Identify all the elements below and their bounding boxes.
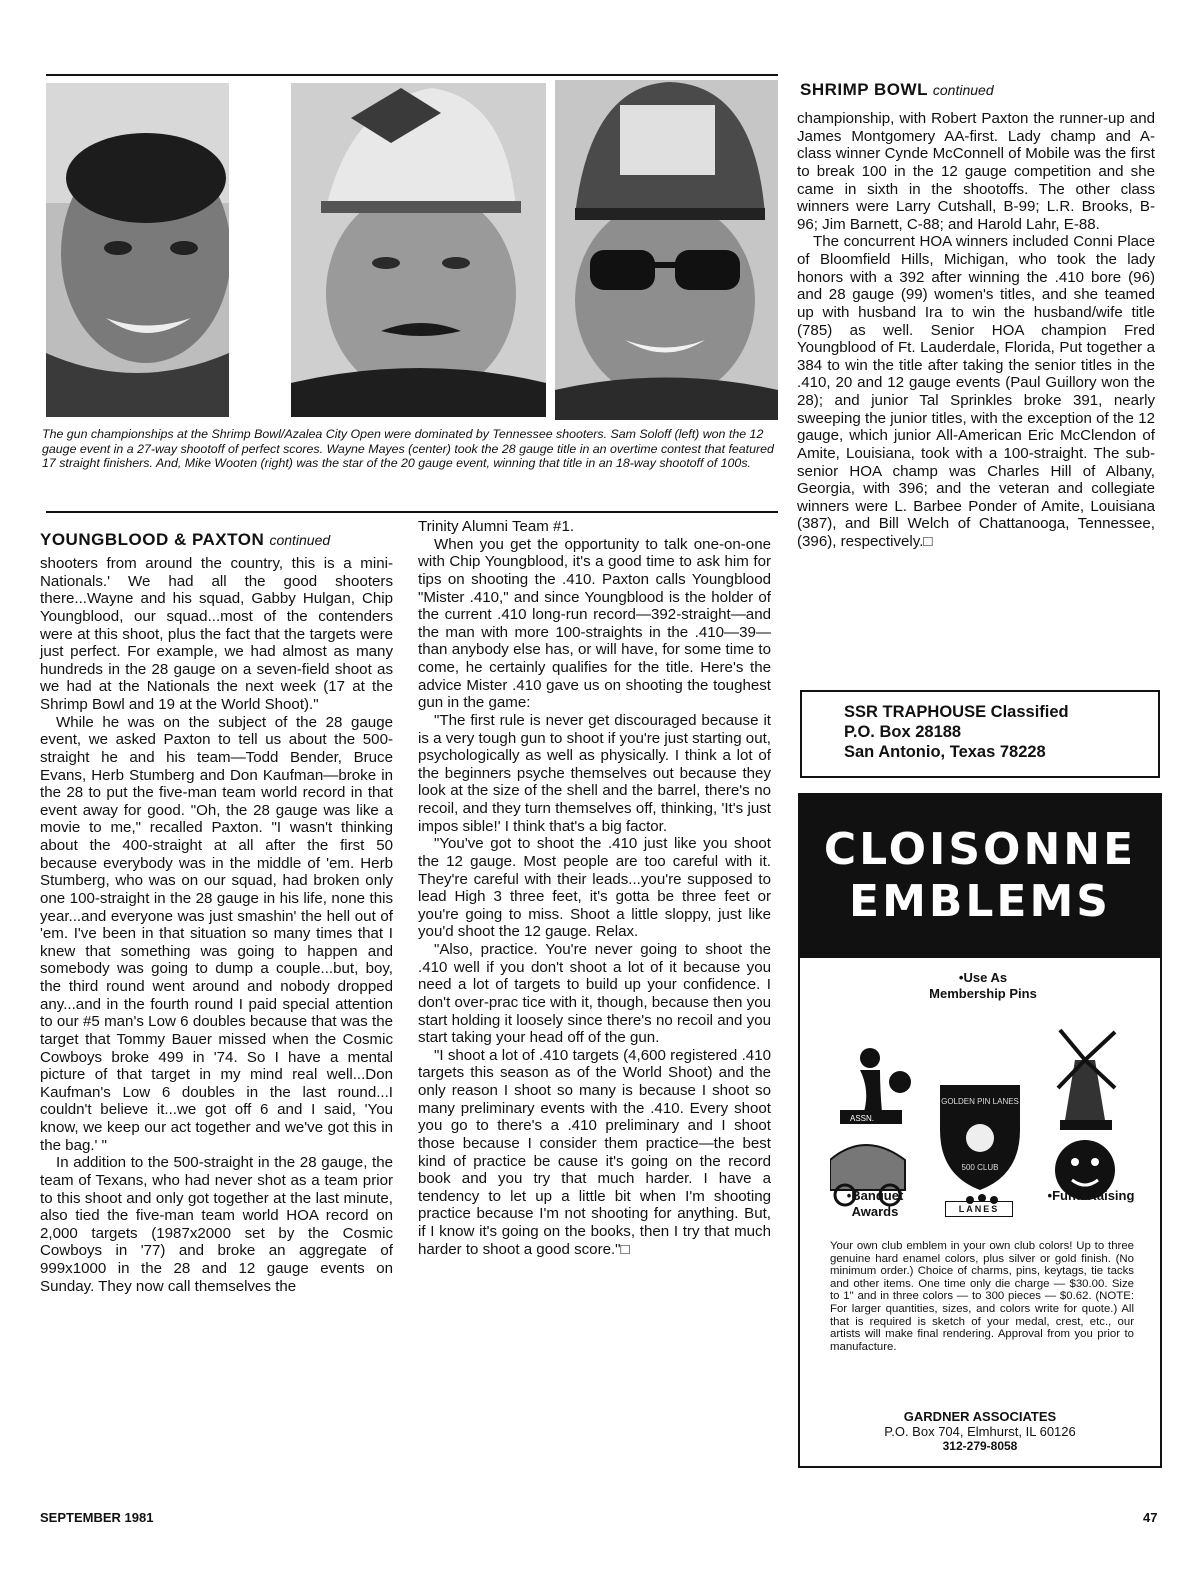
paragraph: "You've got to shoot the .410 just like you shoot the 12 gauge. Most people are too careful with it. They're careful with their leads...you're supposed to lead High 3 three feet, it's gotta be three feet or you're going to miss. Shoot a little sloppy, just like you'd shoot the 12 gauge. Relax. xyxy=(418,835,771,941)
article1-column2 xyxy=(418,518,771,1258)
article1-continued: continued xyxy=(269,532,331,548)
paragraph: "Also, practice. You're never going to shoot the .410 well if you don't shoot a lot of it because you need a lot of targets to build up your confidence. I don't over-prac tice with it, though, because then you start holding it loosely since there's no recoil and you start taking your head off of the gun. xyxy=(418,941,771,1047)
footer-date: SEPTEMBER 1981 xyxy=(40,1510,154,1525)
paragraph: championship, with Robert Paxton the runner-up and James Montgomery AA-first. Lady champ and A-class winner Cynde McConnell of Mobile was the first to break 100 in the 12 gauge competition and she came in sixth in the shootoffs. The other class winners were Larry Cutshall, B-99; L.R. Brooks, B-96; Jim Barnett, C-88; and Harold Lahr, E-88. xyxy=(797,110,1155,233)
bullet-membership: •Use As Membership Pins xyxy=(929,970,1037,1001)
classified-box xyxy=(800,690,1160,778)
classified-line1: SSR TRAPHOUSE Classified xyxy=(844,703,1069,721)
emblem-golden-label: GOLDEN PIN LANES xyxy=(941,1097,1019,1106)
article1-heading xyxy=(40,530,330,550)
photo-left xyxy=(46,83,229,417)
emblem-club-label: 500 CLUB xyxy=(961,1163,999,1172)
paragraph: In addition to the 500-straight in the 28 gauge, the team of Texans, who had never shot as a team prior to this shoot and only got together at the last minute, also tied the five-man team world HOA record on 2,000 targets (1987x2000 set by the Cosmic Cowboys in '77) and broke an aggregate of 999x1000 in the 28 and 12 gauge events on Sunday. They now call themselves the xyxy=(40,1154,393,1295)
article1-column1 xyxy=(40,555,393,1295)
ad-company: GARDNER ASSOCIATES xyxy=(903,1409,1057,1424)
paragraph: "I shoot a lot of .410 targets (4,600 registered .410 targets this season as of the World Shoot) and the only reason I shoot so many is because I shoot so many preliminary events with the .410. Every shoot you go to there's a .410 preliminary and I shoot those because I consider them practice—the best kind of practice be cause it's going on the record book and you try that much harder. I have a tendency to let up a little bit when I'm shooting practice because I'm not shooting for anything. But, if I know it's going on the books, then I try that much harder to shoot a good score."□ xyxy=(418,1046,771,1258)
article2-continued: continued xyxy=(932,82,994,98)
ad-phone: 312-279-8058 xyxy=(942,1439,1018,1453)
photo-right xyxy=(555,80,778,420)
paragraph: The concurrent HOA winners included Conni Place of Bloomfield Hills, Michigan, who took the lady honors with a 392 after winning the .410 bore (96) and 28 gauge (99) women's titles, and she teamed up with husband Ira to win the husband/wife title (785) as well. Senior HOA champion Fred Youngblood of Ft. Lauderdale, Florida, Put together a 384 to win the title after taking the senior titles in the .410, 20 and 12 gauge events (Paul Guillory won the 28); and junior Tal Sprinkles broke 391, nearly sweeping the junior titles, with the exception of the 12 gauge, which junior All-American Eric McClendon of Amite, Louisiana, took with a 100-straight. The sub-senior HOA champ was Charles Hill of Albany, Georgia, with 396; and the veteran and collegiate winners were L. Barbee Ponder of Amite, Louisiana (387), and Bill Welch of Chattanooga, Tennessee, (396), respectively.□ xyxy=(797,233,1155,550)
paragraph: shooters from around the country, this is a mini-Nationals.' We had all the good shooters there...Wayne and his squad, Gabby Hulgan, Chip Youngblood, our squad...most of the contenders were at this shoot, plus the fact that the targets were just perfect. For example, we had almost as many hundreds in the 28 gauge on a seven-field shoot as we had at the Nationals the next week (17 at the Shrimp Bowl and 19 at the World Shoot)." xyxy=(40,555,393,713)
classified-line3: San Antonio, Texas 78228 xyxy=(844,743,1046,761)
article1-title: YOUNGBLOOD & PAXTON xyxy=(40,530,265,549)
cloisonne-ad xyxy=(798,793,1162,1468)
emblems-illustration xyxy=(830,1020,1130,1210)
photo-caption: The gun championships at the Shrimp Bowl/Azalea City Open were dominated by Tennessee shooters. Sam Soloff (left) won the 12 gauge event in a 27-way shootoff of perfect scores. Wayne Mayes (center) took the 28 gauge title in an overtime contest that featured 17 straight finishers. And, Mike Wooten (right) was the star of the 20 gauge event, winning that title in an 18-way shootoff of 100s. xyxy=(42,427,774,471)
bowler-emblem-icon xyxy=(840,1048,911,1124)
photo-center xyxy=(291,83,546,417)
shield-emblem-icon xyxy=(940,1085,1020,1190)
ad-title-line2: EMBLEMS xyxy=(849,876,1111,927)
article2-column xyxy=(797,110,1155,551)
paragraph: "The first rule is never get discouraged because it is a very tough gun to shoot if you're just starting out, psychologically as well as physically. I think a lot of the beginners psyche themselves out because they look at the size of the shell and the barrel, there's no recoil, and they turn themselves off, thinking, 'It's just impos sible!' I think that's a big factor. xyxy=(418,711,771,835)
caption-rule xyxy=(46,511,778,513)
ad-title-banner xyxy=(800,795,1160,958)
ad-title-line1: CLOISONNE xyxy=(823,824,1137,875)
paragraph: While he was on the subject of the 28 gauge event, we asked Paxton to tell us about the 500-straight he and his team—Todd Bender, Bruce Evans, Herb Stumberg and Don Kaufman—broke in the 28 to put the five-man team world record in that event away for good. "Oh, the 28 gauge was like a movie to me," recalled Paxton. "I wasn't thinking about the 400-straight at all after the first 50 because everybody was in the middle of 'em. Herb Stumberg, who was on our squad, had broken only one 100-straight in the 28 gauge in his life, none this year...and everyone was just smashin' the hell out of 'em. I've been in that situation so many times that I knew that something was going to happen and somebody was going to dump a couple...but, boy, the third round went around and nobody dropped any...and in the fourth round I paid special attention to our #5 man's Low 6 doubles because that was the target that Tommy Bauer missed when the Cosmic Cowboys broke 499 in '74. So I have a mental picture of that target in my mind real well...Don Kaufman's Low 6 doubles in the last round...I couldn't believe it...we got off 6 and I said, 'You know, we keep our act together and we've got this in the bag.' " xyxy=(40,713,393,1154)
windmill-emblem-icon xyxy=(1058,1030,1115,1130)
article2-heading xyxy=(800,80,994,100)
paragraph: Trinity Alumni Team #1. xyxy=(418,518,575,535)
ad-body-text: Your own club emblem in your own club colors! Up to three genuine hard enamel colors, plus silver or gold finish. (No minimum order.) Choice of charms, pins, keytags, tie tacks and other items. One time only die charge — $30.00. Size to 1" and in three colors — to 300 pieces — $0.62. (NOTE: For larger quantities, sizes, and colors write for quote.) All that is required is sketch of your medal, crest, etc., our artists will make final rendering. Approval from you prior to manufacture. xyxy=(830,1240,1134,1353)
paragraph: When you get the opportunity to talk one-on-one with Chip Youngblood, it's a good time to ask him for tips on shooting the .410. Paxton calls Youngblood "Mister .410," and since Youngblood is the holder of the current .410 long-run record—392-straight—and the man with more 100-straights in the .410—39—than anybody else has, or will have, for some time to come, he certainly qualifies for the title. Here's the advice Mister .410 gave us on shooting the toughest gun in the game: xyxy=(418,535,771,712)
classified-line2: P.O. Box 28188 xyxy=(844,723,962,741)
bullet-banquet: •Banquet Awards xyxy=(846,1188,904,1219)
bullet-fund: •Fund Raising xyxy=(1047,1188,1135,1203)
svg-text:ASSN.: ASSN. xyxy=(850,1114,875,1123)
emblem-lanes-label: LANES xyxy=(945,1201,1013,1217)
page-number: 47 xyxy=(1143,1510,1158,1525)
ad-address: P.O. Box 704, Elmhurst, IL 60126 xyxy=(884,1424,1076,1439)
article2-title: SHRIMP BOWL xyxy=(800,80,928,99)
top-rule xyxy=(46,74,778,76)
